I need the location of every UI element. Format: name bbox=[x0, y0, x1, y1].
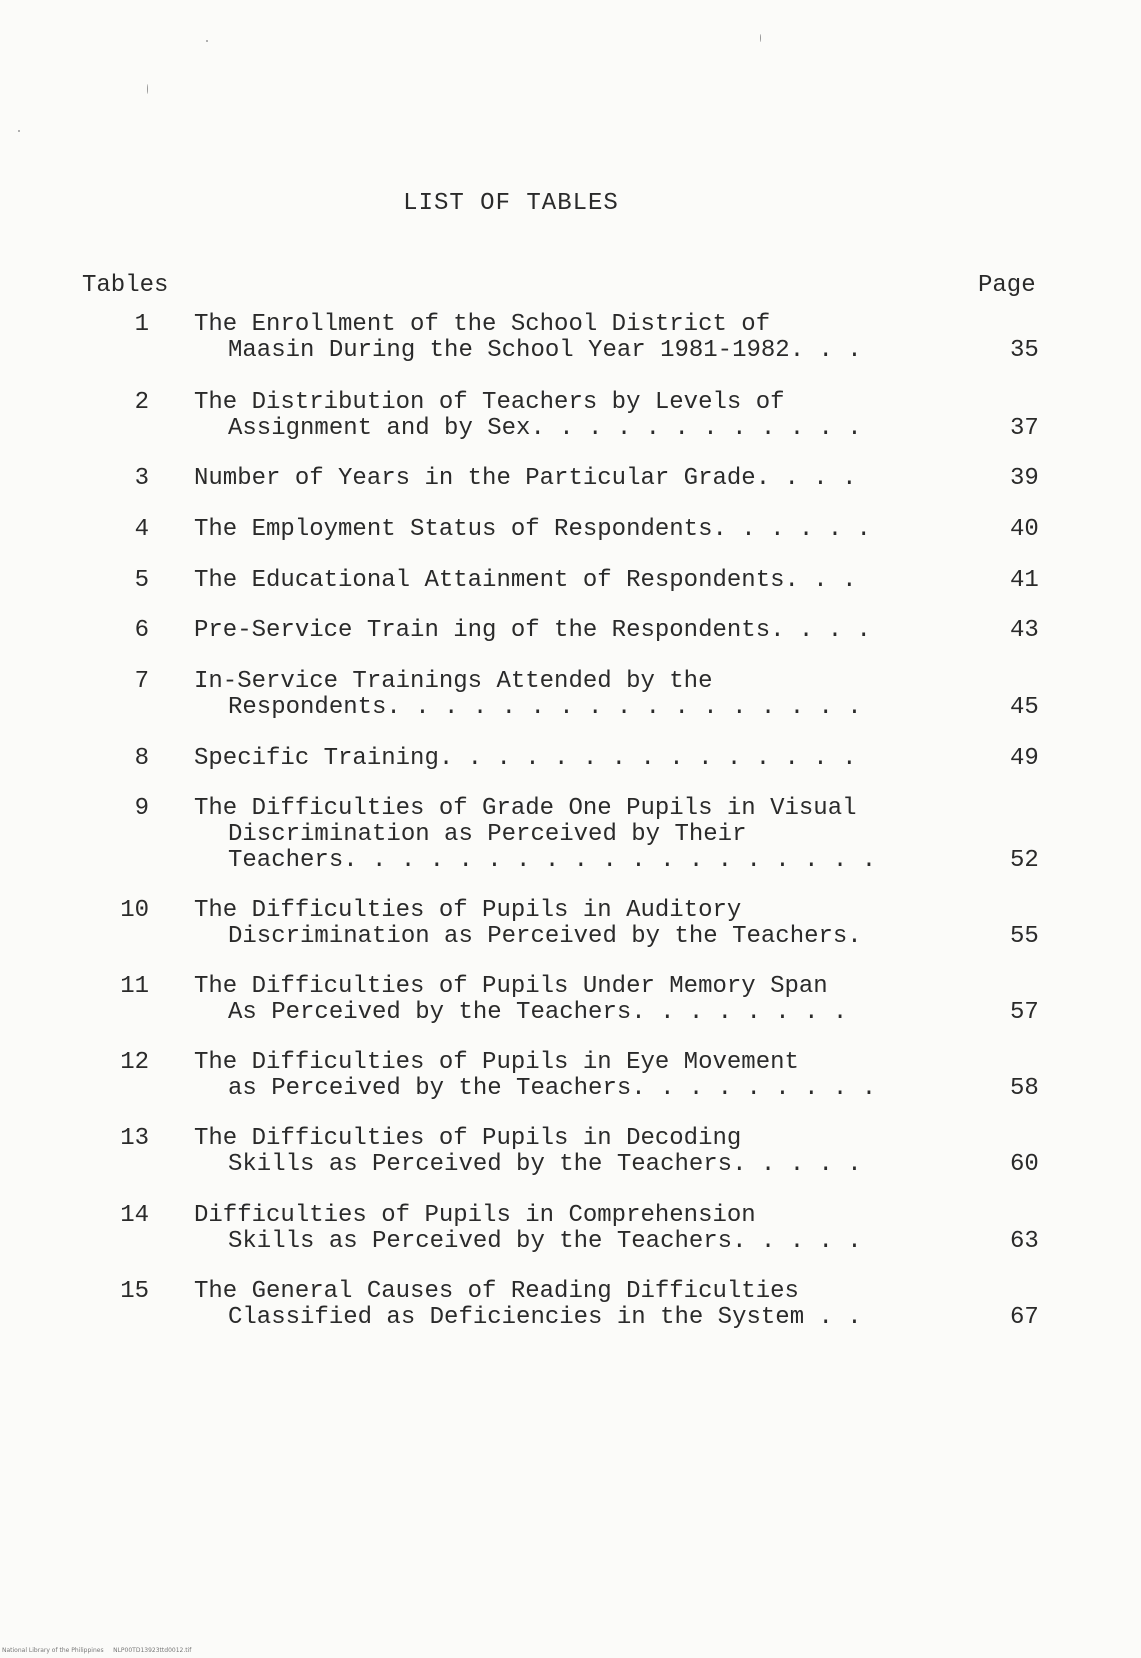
page-number: 43 bbox=[1010, 617, 1039, 644]
table-entry bbox=[0, 390, 1141, 442]
table-title-line: Discrimination as Perceived by the Teachers. bbox=[228, 923, 862, 950]
table-entry bbox=[0, 466, 1141, 492]
table-number: 11 bbox=[120, 973, 149, 1000]
table-number: 4 bbox=[134, 516, 149, 543]
table-number: 13 bbox=[120, 1125, 149, 1152]
page-number: 45 bbox=[1010, 694, 1039, 721]
table-entry bbox=[0, 312, 1141, 364]
table-title-line: The General Causes of Reading Difficulties bbox=[194, 1278, 799, 1305]
table-title-line: Teachers. . . . . . . . . . . . . . . . . . . bbox=[228, 847, 877, 874]
table-number: 15 bbox=[120, 1278, 149, 1305]
table-title bbox=[194, 390, 954, 442]
table-entry bbox=[0, 1279, 1141, 1331]
page-number: 49 bbox=[1010, 745, 1039, 772]
page-number: 57 bbox=[1010, 999, 1039, 1026]
table-entry bbox=[0, 517, 1141, 543]
table-number: 8 bbox=[134, 745, 149, 772]
table-title bbox=[194, 1126, 954, 1178]
table-title bbox=[194, 312, 954, 364]
table-title-line: Respondents. . . . . . . . . . . . . . . . . bbox=[228, 694, 862, 721]
table-title-line: Maasin During the School Year 1981-1982. . . bbox=[228, 337, 862, 364]
table-entry bbox=[0, 1126, 1141, 1178]
table-title-line: In-Service Trainings Attended by the bbox=[194, 668, 713, 695]
table-title bbox=[194, 974, 954, 1026]
scan-speck bbox=[147, 84, 148, 94]
table-number: 1 bbox=[134, 311, 149, 338]
table-title bbox=[194, 1203, 954, 1255]
scan-speck bbox=[206, 40, 208, 42]
table-title-line: The Difficulties of Pupils Under Memory Span bbox=[194, 973, 828, 1000]
table-title-line: Pre-Service Train ing of the Respondents. . . . bbox=[194, 617, 871, 644]
table-title-line: Assignment and by Sex. . . . . . . . . . . . bbox=[228, 415, 862, 442]
table-title-line: Classified as Deficiencies in the System . . bbox=[228, 1304, 862, 1331]
table-entry bbox=[0, 898, 1141, 950]
table-number: 7 bbox=[134, 668, 149, 695]
page-number: 35 bbox=[1010, 337, 1039, 364]
table-entry bbox=[0, 618, 1141, 644]
page-number: 37 bbox=[1010, 415, 1039, 442]
page-number: 40 bbox=[1010, 516, 1039, 543]
page-number: 60 bbox=[1010, 1151, 1039, 1178]
table-title-line: The Difficulties of Pupils in Auditory bbox=[194, 897, 742, 924]
table-title-line: The Difficulties of Pupils in Decoding bbox=[194, 1125, 742, 1152]
table-title-line: as Perceived by the Teachers. . . . . . . . . bbox=[228, 1075, 877, 1102]
table-title-line: As Perceived by the Teachers. . . . . . . . bbox=[228, 999, 848, 1026]
table-title-line: The Distribution of Teachers by Levels of bbox=[194, 389, 785, 416]
table-title bbox=[194, 669, 954, 721]
page-number: 39 bbox=[1010, 465, 1039, 492]
page-title: LIST OF TABLES bbox=[403, 190, 619, 217]
table-title-line: Number of Years in the Particular Grade. . . . bbox=[194, 465, 857, 492]
tables-column-header: Tables bbox=[82, 272, 169, 299]
table-title bbox=[194, 1279, 954, 1331]
table-entry bbox=[0, 1203, 1141, 1255]
table-title bbox=[194, 466, 954, 492]
table-number: 6 bbox=[134, 617, 149, 644]
table-entry bbox=[0, 1050, 1141, 1102]
table-title bbox=[194, 618, 954, 644]
scan-footer: National Library of the Philippines NLP00TD13923ttd0012.tif bbox=[2, 1647, 192, 1654]
page-number: 58 bbox=[1010, 1075, 1039, 1102]
page-number: 55 bbox=[1010, 923, 1039, 950]
scan-speck bbox=[18, 130, 20, 132]
table-number: 3 bbox=[134, 465, 149, 492]
table-entry bbox=[0, 746, 1141, 772]
table-number: 5 bbox=[134, 567, 149, 594]
table-title-line: The Educational Attainment of Respondents. . . bbox=[194, 567, 857, 594]
table-title-line: Difficulties of Pupils in Comprehension bbox=[194, 1202, 756, 1229]
table-title bbox=[194, 517, 954, 543]
table-title bbox=[194, 898, 954, 950]
table-entry bbox=[0, 974, 1141, 1026]
table-title-line: The Employment Status of Respondents. . . . . . bbox=[194, 516, 871, 543]
scan-speck bbox=[760, 34, 761, 42]
table-entry bbox=[0, 796, 1141, 874]
table-number: 10 bbox=[120, 897, 149, 924]
table-title-line: Skills as Perceived by the Teachers. . . . . bbox=[228, 1228, 862, 1255]
table-title bbox=[194, 568, 954, 594]
page-number: 52 bbox=[1010, 847, 1039, 874]
table-title-line: Skills as Perceived by the Teachers. . . . . bbox=[228, 1151, 862, 1178]
table-title-line: Specific Training. . . . . . . . . . . . . . . bbox=[194, 745, 857, 772]
table-number: 14 bbox=[120, 1202, 149, 1229]
table-title bbox=[194, 796, 954, 874]
table-number: 2 bbox=[134, 389, 149, 416]
table-title-line: The Difficulties of Pupils in Eye Movement bbox=[194, 1049, 799, 1076]
page-number: 41 bbox=[1010, 567, 1039, 594]
table-number: 9 bbox=[134, 795, 149, 822]
table-title bbox=[194, 1050, 954, 1102]
table-entry bbox=[0, 568, 1141, 594]
table-title bbox=[194, 746, 954, 772]
table-title-line: The Difficulties of Grade One Pupils in Visual bbox=[194, 795, 857, 822]
table-title-line: The Enrollment of the School District of bbox=[194, 311, 771, 338]
table-title-line: Discrimination as Perceived by Their bbox=[228, 821, 747, 848]
table-entry bbox=[0, 669, 1141, 721]
table-number: 12 bbox=[120, 1049, 149, 1076]
page-number: 63 bbox=[1010, 1228, 1039, 1255]
page-column-header: Page bbox=[978, 272, 1036, 299]
page-number: 67 bbox=[1010, 1304, 1039, 1331]
